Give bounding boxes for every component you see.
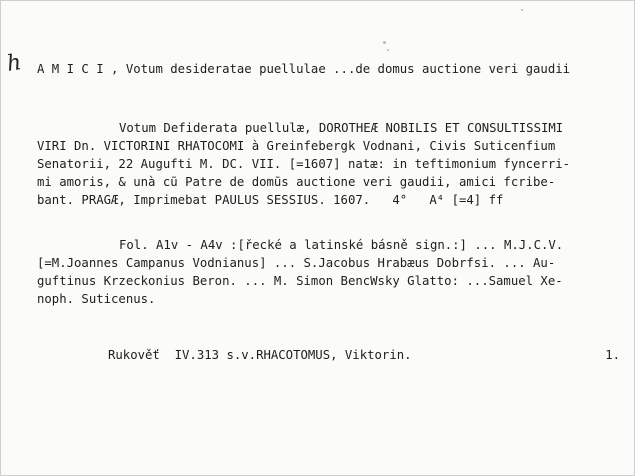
body-line: VIRI Dn. VICTORINI RHATOCOMI à Greinfebergk Vodnani, Civis Suticenfium: [37, 139, 556, 153]
handwritten-mark: h: [5, 50, 23, 77]
paper-speck: [387, 49, 389, 51]
card-header: A M I C I , Votum desideratae puellulae ...de domus auctione veri gaudii: [37, 62, 571, 76]
body-line: Votum Defiderata puellulæ, DOROTHEÆ NOBILIS ET CONSULTISSIMI: [119, 121, 564, 135]
body-line: mi amoris, & unà cũ Patre de domũs auctione veri gaudii, amici fcribe-: [37, 175, 556, 189]
paper-speck: [521, 9, 523, 11]
folio-line: noph. Suticenus.: [37, 292, 156, 306]
folio-line: guftinus Krzeckonius Beron. ... M. Simon BencWsky Glatto: ...Samuel Xe-: [37, 274, 563, 288]
body-line: bant. PRAGÆ, Imprimebat PAULUS SESSIUS. 1607. 4° A⁴ [=4] ff: [37, 193, 504, 207]
card-number: 1.: [605, 348, 620, 362]
body-line: Senatorii, 22 Augufti M. DC. VII. [=1607] natæ: in teftimonium fyncerri-: [37, 157, 571, 171]
folio-line: Fol. A1v - A4v :[řecké a latinské básně sign.:] ... M.J.C.V.: [119, 238, 564, 252]
paper-speck: [383, 41, 386, 44]
folio-line: [=M.Joannes Campanus Vodnianus] ... S.Jacobus Hrabæus Dobrfsi. ... Au-: [37, 256, 556, 270]
shelfmark: Rukověť IV.313 s.v.RHACOTOMUS, Viktorin.: [108, 348, 412, 362]
